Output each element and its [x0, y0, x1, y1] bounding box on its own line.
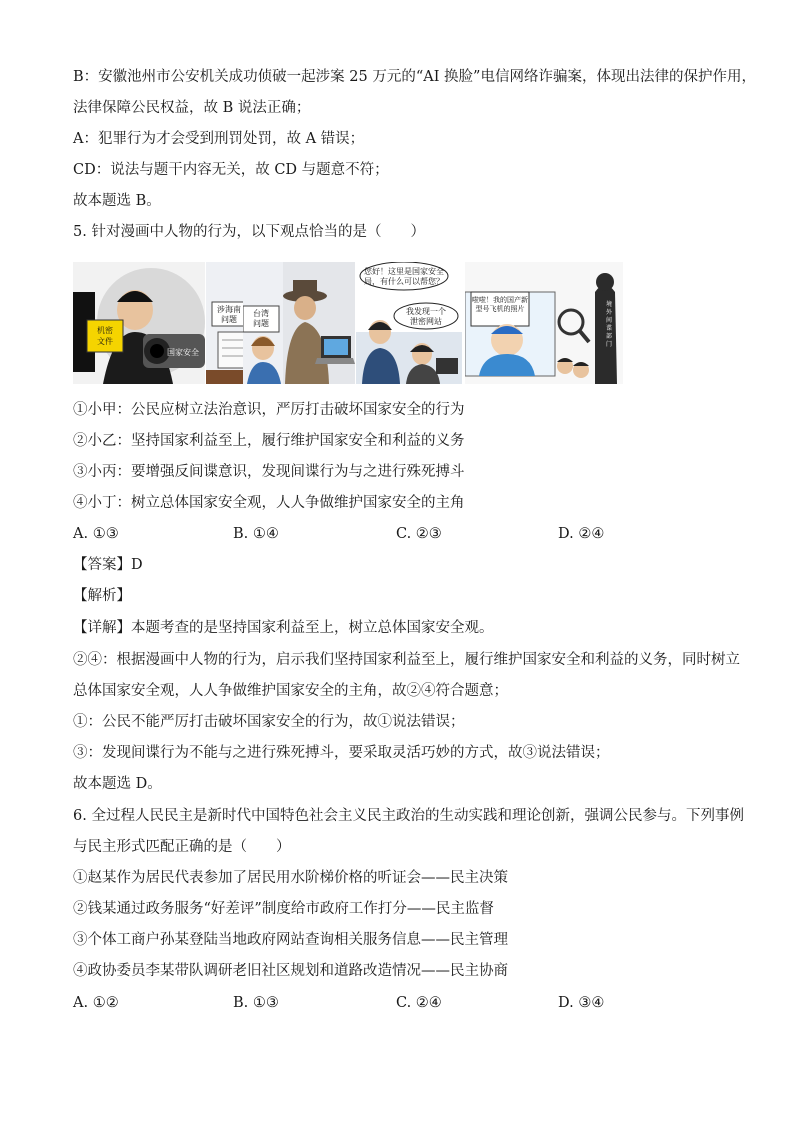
answer-value: D — [131, 557, 143, 573]
q5-statement-2: ②小乙：坚持国家利益至上，履行维护国家安全和利益的义务 — [73, 433, 465, 449]
explain-line: ②④：根据漫画中人物的行为，启示我们坚持国家利益至上，履行维护国家安全和利益的义务，同时树立 — [73, 652, 740, 668]
explain-line: 总体国家安全观，人人争做维护国家安全的主角，故②④符合题意； — [73, 683, 508, 699]
question-6-stem: 与民主形式匹配正确的是（ ） — [73, 839, 291, 855]
svg-text:涉海南问题: 涉海南问题 — [217, 305, 241, 324]
text-line: A：犯罪行为才会受到刑罚处罚，故 A 错误； — [73, 131, 365, 147]
analysis-tag: 【解析】 — [73, 588, 131, 604]
q6-statement-1: ①赵某作为居民代表参加了居民用水阶梯价格的听证会——民主决策 — [73, 870, 508, 886]
q5-statement-1: ①小甲：公民应树立法治意识，严厉打击破坏国家安全的行为 — [73, 402, 465, 418]
bubble-report: 我发现一个泄密网站 — [406, 307, 446, 326]
detail-line — [73, 618, 494, 638]
text-line: CD：说法与题干内容无关，故 CD 与题意不符； — [73, 162, 389, 178]
svg-text:国家安全: 国家安全 — [167, 348, 199, 357]
q6-option-d: D. ③④ — [558, 995, 605, 1011]
q6-statement-4: ④政协委员李某带队调研老旧社区规划和道路改造情况——民主协商 — [73, 963, 508, 979]
comic-panel-spy — [73, 262, 205, 384]
answer-tag: 【答案】 — [73, 557, 131, 573]
q5-statement-4: ④小丁：树立总体国家安全观，人人争做维护国家安全的主角 — [73, 495, 465, 511]
q6-option-a: A. ①② — [73, 995, 119, 1011]
q5-option-a: A. ①③ — [73, 526, 119, 542]
q5-answer-line — [73, 555, 143, 575]
q5-option-b: B. ①④ — [233, 526, 279, 542]
side-label: 境外间谍部门 — [606, 301, 613, 348]
question-5-stem: 5. 针对漫画中人物的行为，以下观点恰当的是（ ） — [73, 224, 425, 240]
comic-panel-laptop-spy — [283, 262, 355, 384]
text-line: B：安徽池州市公安机关成功侦破一起涉案 25 万元的“AI 换脸”电信网络诈骗案，体现出法律的保护作用， — [73, 69, 756, 85]
comic-strip — [73, 262, 623, 384]
q5-option-d: D. ②④ — [558, 526, 605, 542]
detail-tag: 【详解】 — [73, 620, 131, 636]
q6-option-c: C. ②④ — [396, 995, 442, 1011]
comic-panel-exposure — [465, 262, 623, 384]
q6-statement-2: ②钱某通过政务服务“好差评”制度给市政府工作打分——民主监督 — [73, 901, 494, 917]
q5-statement-3: ③小丙：要增强反间谍意识，发现间谍行为与之进行殊死搏斗 — [73, 464, 465, 480]
text-line: 法律保障公民权益，故 B 说法正确； — [73, 100, 311, 116]
svg-text:台湾问题: 台湾问题 — [253, 309, 269, 328]
bubble-state-security: 您好！这里是国家安全局，有什么可以帮您？ — [364, 267, 444, 286]
text-line: 故本题选 B。 — [73, 193, 161, 209]
explain-line: 故本题选 D。 — [73, 776, 162, 792]
secret-file-label: 机密文件 — [97, 326, 113, 346]
q6-statement-3: ③个体工商户孙某登陆当地政府网站查询相关服务信息——民主管理 — [73, 932, 508, 948]
q6-option-b: B. ①③ — [233, 995, 279, 1011]
comic-panel-phone — [243, 262, 283, 384]
explain-line: ③：发现间谍行为不能与之进行殊死搏斗，要采取灵活巧妙的方式，故③说法错误； — [73, 745, 610, 761]
detail-text: 本题考查的是坚持国家利益至上，树立总体国家安全观。 — [131, 620, 494, 636]
question-6-stem: 6. 全过程人民民主是新时代中国特色社会主义民主政治的生动实践和理论创新，强调公民参与。下列事例 — [73, 808, 744, 824]
comic-panel-report — [356, 262, 462, 384]
q5-option-c: C. ②③ — [396, 526, 442, 542]
poster-text: 啦啦！我的国产新型号飞机的照片 — [472, 296, 528, 313]
explain-line: ①：公民不能严厉打击破坏国家安全的行为，故①说法错误； — [73, 714, 465, 730]
